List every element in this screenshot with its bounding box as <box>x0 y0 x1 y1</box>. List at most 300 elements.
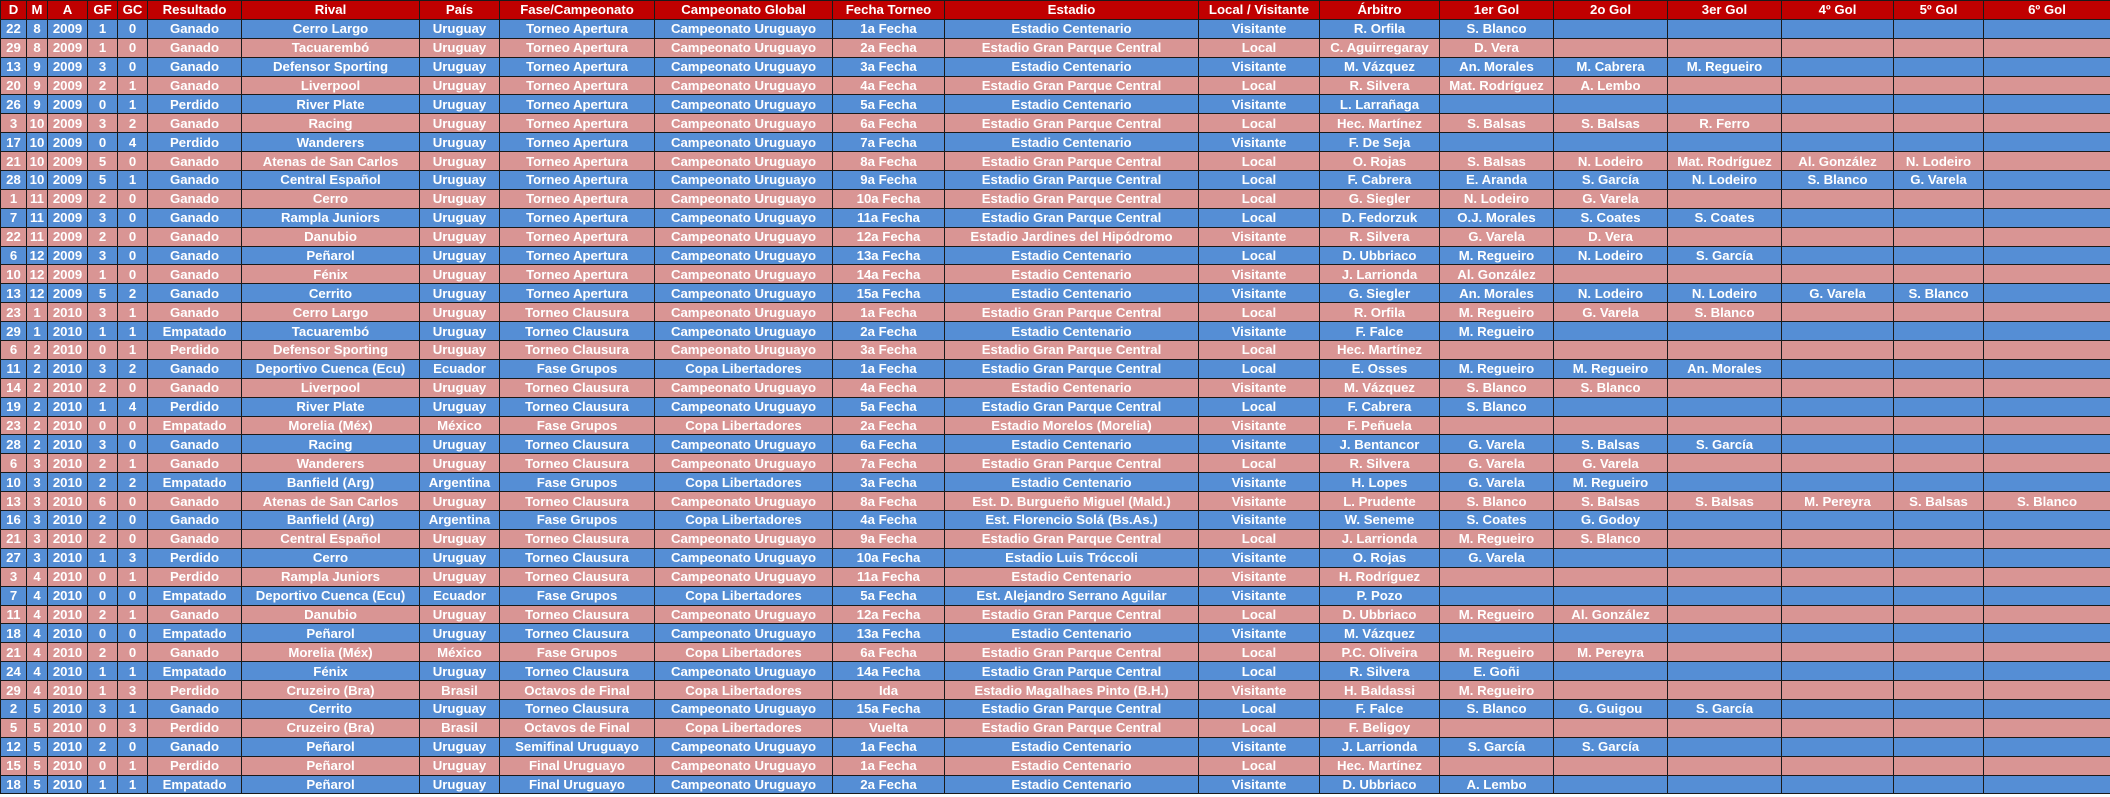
table-cell[interactable]: Torneo Clausura <box>500 567 655 586</box>
table-row[interactable] <box>1 76 2110 95</box>
table-cell[interactable]: Campeonato Uruguayo <box>655 189 833 208</box>
table-cell[interactable]: 7a Fecha <box>833 133 945 152</box>
table-cell[interactable]: E. Osses <box>1320 359 1440 378</box>
table-cell[interactable]: 2010 <box>48 529 88 548</box>
table-cell[interactable]: Campeonato Uruguayo <box>655 284 833 303</box>
table-cell[interactable]: 2a Fecha <box>833 416 945 435</box>
table-cell[interactable]: G. Varela <box>1554 454 1668 473</box>
table-cell[interactable] <box>1668 19 1782 38</box>
table-cell[interactable]: Uruguay <box>420 208 500 227</box>
table-cell[interactable] <box>1782 624 1894 643</box>
table-cell[interactable]: 15 <box>1 756 27 775</box>
table-cell[interactable] <box>1668 643 1782 662</box>
table-cell[interactable]: 2010 <box>48 492 88 511</box>
table-cell[interactable] <box>1894 454 1984 473</box>
table-cell[interactable]: G. Varela <box>1894 171 1984 190</box>
table-cell[interactable]: 3a Fecha <box>833 57 945 76</box>
table-cell[interactable]: Estadio Gran Parque Central <box>945 114 1199 133</box>
table-row[interactable] <box>1 95 2110 114</box>
table-cell[interactable]: M. Cabrera <box>1554 57 1668 76</box>
table-cell[interactable] <box>1668 189 1782 208</box>
table-cell[interactable]: F. Beligoy <box>1320 718 1440 737</box>
table-cell[interactable]: Estadio Gran Parque Central <box>945 303 1199 322</box>
table-cell[interactable]: S. Balsas <box>1554 435 1668 454</box>
table-cell[interactable] <box>1984 76 2110 95</box>
table-cell[interactable]: 13 <box>1 492 27 511</box>
table-cell[interactable] <box>1984 19 2110 38</box>
table-cell[interactable]: Visitante <box>1199 19 1320 38</box>
table-cell[interactable]: H. Baldassi <box>1320 681 1440 700</box>
table-cell[interactable]: Uruguay <box>420 95 500 114</box>
table-cell[interactable]: J. Bentancor <box>1320 435 1440 454</box>
table-cell[interactable]: 4 <box>27 605 48 624</box>
table-cell[interactable]: 2010 <box>48 378 88 397</box>
table-cell[interactable] <box>1440 756 1554 775</box>
table-cell[interactable]: 2 <box>27 378 48 397</box>
table-cell[interactable]: Local <box>1199 605 1320 624</box>
table-cell[interactable]: Banfield (Arg) <box>242 511 420 530</box>
table-cell[interactable] <box>1894 548 1984 567</box>
table-cell[interactable]: 2010 <box>48 322 88 341</box>
table-cell[interactable]: 2010 <box>48 548 88 567</box>
table-cell[interactable]: 2 <box>27 435 48 454</box>
table-cell[interactable]: O. Rojas <box>1320 152 1440 171</box>
table-cell[interactable]: 2 <box>88 605 118 624</box>
table-cell[interactable]: Campeonato Uruguayo <box>655 208 833 227</box>
table-cell[interactable]: Ganado <box>148 265 242 284</box>
table-cell[interactable] <box>1894 529 1984 548</box>
table-cell[interactable]: 11 <box>1 359 27 378</box>
table-cell[interactable]: 2 <box>118 473 148 492</box>
table-cell[interactable]: Final Uruguayo <box>500 775 655 794</box>
table-cell[interactable] <box>1668 322 1782 341</box>
table-cell[interactable]: Estadio Centenario <box>945 95 1199 114</box>
table-cell[interactable]: S. Balsas <box>1440 152 1554 171</box>
table-cell[interactable]: Perdido <box>148 567 242 586</box>
table-cell[interactable]: E. Goñi <box>1440 662 1554 681</box>
table-cell[interactable]: Estadio Gran Parque Central <box>945 189 1199 208</box>
table-cell[interactable]: Octavos de Final <box>500 718 655 737</box>
table-cell[interactable]: Estadio Gran Parque Central <box>945 699 1199 718</box>
table-cell[interactable]: Uruguay <box>420 133 500 152</box>
table-cell[interactable]: Final Uruguayo <box>500 756 655 775</box>
table-cell[interactable]: 13 <box>1 284 27 303</box>
table-cell[interactable]: M. Regueiro <box>1554 473 1668 492</box>
table-cell[interactable]: 1 <box>27 322 48 341</box>
table-cell[interactable]: Torneo Apertura <box>500 152 655 171</box>
table-row[interactable] <box>1 492 2110 511</box>
table-cell[interactable] <box>1894 322 1984 341</box>
table-cell[interactable]: Wanderers <box>242 133 420 152</box>
table-cell[interactable]: 5 <box>27 775 48 794</box>
table-cell[interactable]: S. Blanco <box>1440 699 1554 718</box>
table-cell[interactable]: 2 <box>1 699 27 718</box>
table-cell[interactable]: Estadio Magalhaes Pinto (B.H.) <box>945 681 1199 700</box>
table-cell[interactable]: 8 <box>27 19 48 38</box>
table-cell[interactable]: Estadio Centenario <box>945 19 1199 38</box>
table-cell[interactable]: Campeonato Uruguayo <box>655 624 833 643</box>
table-cell[interactable]: Ganado <box>148 38 242 57</box>
table-cell[interactable]: Fase Grupos <box>500 643 655 662</box>
table-cell[interactable] <box>1668 548 1782 567</box>
table-row[interactable] <box>1 208 2110 227</box>
table-cell[interactable] <box>1782 133 1894 152</box>
table-cell[interactable]: Perdido <box>148 718 242 737</box>
table-cell[interactable]: 4a Fecha <box>833 378 945 397</box>
table-cell[interactable]: 1 <box>118 322 148 341</box>
table-row[interactable] <box>1 284 2110 303</box>
table-cell[interactable]: S. Blanco <box>1440 378 1554 397</box>
table-cell[interactable]: Campeonato Uruguayo <box>655 38 833 57</box>
table-cell[interactable]: 1 <box>118 775 148 794</box>
table-cell[interactable]: Torneo Clausura <box>500 341 655 360</box>
table-cell[interactable]: Uruguay <box>420 341 500 360</box>
table-cell[interactable] <box>1668 624 1782 643</box>
table-cell[interactable]: Campeonato Uruguayo <box>655 454 833 473</box>
table-cell[interactable]: 2010 <box>48 643 88 662</box>
table-cell[interactable]: 3 <box>27 492 48 511</box>
table-cell[interactable]: 4 <box>118 397 148 416</box>
table-cell[interactable]: Campeonato Uruguayo <box>655 341 833 360</box>
table-cell[interactable]: Uruguay <box>420 38 500 57</box>
table-cell[interactable] <box>1894 95 1984 114</box>
table-cell[interactable]: 28 <box>1 171 27 190</box>
table-cell[interactable]: Mat. Rodríguez <box>1668 152 1782 171</box>
table-cell[interactable]: 3 <box>118 681 148 700</box>
table-cell[interactable]: 23 <box>1 416 27 435</box>
table-cell[interactable]: F. De Seja <box>1320 133 1440 152</box>
table-cell[interactable]: H. Rodríguez <box>1320 567 1440 586</box>
table-cell[interactable] <box>1894 38 1984 57</box>
table-cell[interactable]: Perdido <box>148 681 242 700</box>
table-cell[interactable]: Fase Grupos <box>500 473 655 492</box>
table-cell[interactable]: Visitante <box>1199 284 1320 303</box>
table-cell[interactable]: 29 <box>1 322 27 341</box>
table-cell[interactable]: 2009 <box>48 152 88 171</box>
table-cell[interactable]: 1 <box>118 341 148 360</box>
table-cell[interactable] <box>1782 473 1894 492</box>
table-cell[interactable]: F. Cabrera <box>1320 397 1440 416</box>
table-cell[interactable]: 2 <box>88 737 118 756</box>
table-cell[interactable]: Estadio Gran Parque Central <box>945 208 1199 227</box>
table-cell[interactable]: Estadio Gran Parque Central <box>945 662 1199 681</box>
table-cell[interactable]: Estadio Centenario <box>945 775 1199 794</box>
table-cell[interactable]: 8a Fecha <box>833 492 945 511</box>
table-cell[interactable] <box>1554 548 1668 567</box>
table-cell[interactable] <box>1894 662 1984 681</box>
table-cell[interactable]: 28 <box>1 435 27 454</box>
table-cell[interactable]: Racing <box>242 435 420 454</box>
table-cell[interactable]: Campeonato Uruguayo <box>655 699 833 718</box>
table-cell[interactable]: Estadio Centenario <box>945 378 1199 397</box>
table-cell[interactable]: 10 <box>1 473 27 492</box>
table-cell[interactable]: Visitante <box>1199 775 1320 794</box>
table-cell[interactable]: Campeonato Uruguayo <box>655 95 833 114</box>
table-cell[interactable]: 21 <box>1 643 27 662</box>
table-cell[interactable]: Uruguay <box>420 152 500 171</box>
table-cell[interactable] <box>1782 416 1894 435</box>
table-cell[interactable]: Central Español <box>242 171 420 190</box>
table-cell[interactable] <box>1984 624 2110 643</box>
table-cell[interactable] <box>1782 76 1894 95</box>
table-cell[interactable]: M. Regueiro <box>1440 643 1554 662</box>
table-cell[interactable]: Fase Grupos <box>500 359 655 378</box>
table-cell[interactable]: 2010 <box>48 454 88 473</box>
table-cell[interactable]: F. Peñuela <box>1320 416 1440 435</box>
table-cell[interactable] <box>1782 586 1894 605</box>
table-cell[interactable]: Torneo Clausura <box>500 435 655 454</box>
column-header[interactable]: A <box>48 1 88 20</box>
table-cell[interactable] <box>1894 699 1984 718</box>
table-cell[interactable] <box>1984 416 2110 435</box>
table-cell[interactable]: Local <box>1199 397 1320 416</box>
table-cell[interactable]: Campeonato Uruguayo <box>655 605 833 624</box>
table-cell[interactable]: 1 <box>118 95 148 114</box>
table-cell[interactable]: 2010 <box>48 681 88 700</box>
table-cell[interactable]: Mat. Rodríguez <box>1440 76 1554 95</box>
table-cell[interactable]: México <box>420 416 500 435</box>
table-cell[interactable]: 2 <box>27 341 48 360</box>
table-row[interactable] <box>1 265 2110 284</box>
table-cell[interactable]: 2010 <box>48 341 88 360</box>
table-cell[interactable]: R. Ferro <box>1668 114 1782 133</box>
table-cell[interactable]: Uruguay <box>420 567 500 586</box>
table-cell[interactable]: 2 <box>88 227 118 246</box>
table-cell[interactable] <box>1984 699 2110 718</box>
table-cell[interactable]: 10a Fecha <box>833 548 945 567</box>
table-cell[interactable]: Torneo Apertura <box>500 19 655 38</box>
table-cell[interactable]: R. Silvera <box>1320 662 1440 681</box>
table-cell[interactable]: Argentina <box>420 511 500 530</box>
table-cell[interactable]: Hec. Martínez <box>1320 114 1440 133</box>
table-cell[interactable]: Campeonato Uruguayo <box>655 303 833 322</box>
table-cell[interactable]: Torneo Clausura <box>500 322 655 341</box>
table-cell[interactable]: Visitante <box>1199 681 1320 700</box>
table-cell[interactable]: 5 <box>27 737 48 756</box>
table-cell[interactable] <box>1668 95 1782 114</box>
table-cell[interactable]: Al. González <box>1554 605 1668 624</box>
table-cell[interactable]: 2010 <box>48 473 88 492</box>
table-cell[interactable]: G. Varela <box>1554 189 1668 208</box>
table-cell[interactable]: 1 <box>118 699 148 718</box>
table-cell[interactable]: Local <box>1199 208 1320 227</box>
table-row[interactable] <box>1 246 2110 265</box>
table-cell[interactable] <box>1782 548 1894 567</box>
table-cell[interactable]: 1 <box>88 548 118 567</box>
table-cell[interactable]: L. Larrañaga <box>1320 95 1440 114</box>
table-cell[interactable]: M. Pereyra <box>1782 492 1894 511</box>
table-cell[interactable]: Torneo Apertura <box>500 57 655 76</box>
table-cell[interactable]: Est. Florencio Solá (Bs.As.) <box>945 511 1199 530</box>
table-cell[interactable]: Local <box>1199 359 1320 378</box>
table-cell[interactable]: Estadio Centenario <box>945 284 1199 303</box>
table-cell[interactable]: Local <box>1199 38 1320 57</box>
table-cell[interactable]: Copa Libertadores <box>655 586 833 605</box>
table-cell[interactable]: 23 <box>1 303 27 322</box>
table-cell[interactable] <box>1984 322 2110 341</box>
table-cell[interactable]: 9a Fecha <box>833 529 945 548</box>
table-cell[interactable]: J. Larrionda <box>1320 529 1440 548</box>
table-cell[interactable] <box>1984 473 2110 492</box>
table-cell[interactable]: 2009 <box>48 19 88 38</box>
table-cell[interactable] <box>1554 681 1668 700</box>
table-cell[interactable]: Estadio Gran Parque Central <box>945 76 1199 95</box>
table-cell[interactable] <box>1894 624 1984 643</box>
table-cell[interactable] <box>1668 227 1782 246</box>
table-cell[interactable]: Cerro <box>242 548 420 567</box>
table-cell[interactable]: S. García <box>1440 737 1554 756</box>
table-cell[interactable] <box>1554 586 1668 605</box>
table-cell[interactable]: R. Orfila <box>1320 19 1440 38</box>
table-row[interactable] <box>1 19 2110 38</box>
table-cell[interactable]: 0 <box>118 38 148 57</box>
table-cell[interactable]: J. Larrionda <box>1320 737 1440 756</box>
table-cell[interactable]: Uruguay <box>420 189 500 208</box>
table-cell[interactable]: R. Silvera <box>1320 454 1440 473</box>
table-cell[interactable]: Ganado <box>148 699 242 718</box>
table-cell[interactable]: Uruguay <box>420 57 500 76</box>
table-cell[interactable]: Estadio Centenario <box>945 473 1199 492</box>
table-cell[interactable] <box>1894 737 1984 756</box>
table-cell[interactable]: S. Balsas <box>1440 114 1554 133</box>
table-cell[interactable]: Estadio Gran Parque Central <box>945 341 1199 360</box>
table-row[interactable] <box>1 586 2110 605</box>
table-cell[interactable]: 9 <box>27 57 48 76</box>
table-row[interactable] <box>1 38 2110 57</box>
table-cell[interactable]: Visitante <box>1199 567 1320 586</box>
table-cell[interactable]: M. Regueiro <box>1668 57 1782 76</box>
table-row[interactable] <box>1 529 2110 548</box>
table-cell[interactable]: 10a Fecha <box>833 189 945 208</box>
table-cell[interactable]: 2 <box>118 114 148 133</box>
table-cell[interactable]: Danubio <box>242 227 420 246</box>
table-row[interactable] <box>1 718 2110 737</box>
table-cell[interactable]: 22 <box>1 19 27 38</box>
table-cell[interactable]: Ganado <box>148 378 242 397</box>
table-cell[interactable]: Hec. Martínez <box>1320 756 1440 775</box>
table-cell[interactable]: 2010 <box>48 624 88 643</box>
table-row[interactable] <box>1 303 2110 322</box>
table-cell[interactable]: 11 <box>1 605 27 624</box>
table-cell[interactable]: Uruguay <box>420 114 500 133</box>
table-cell[interactable] <box>1984 643 2110 662</box>
table-cell[interactable]: Ganado <box>148 19 242 38</box>
table-cell[interactable] <box>1894 189 1984 208</box>
table-cell[interactable]: 5 <box>27 718 48 737</box>
table-cell[interactable]: 2010 <box>48 435 88 454</box>
table-cell[interactable]: 3 <box>27 511 48 530</box>
table-cell[interactable] <box>1554 341 1668 360</box>
table-cell[interactable]: Estadio Luis Tróccoli <box>945 548 1199 567</box>
table-cell[interactable]: Estadio Jardines del Hipódromo <box>945 227 1199 246</box>
table-cell[interactable] <box>1984 359 2110 378</box>
table-cell[interactable]: Copa Libertadores <box>655 473 833 492</box>
table-row[interactable] <box>1 605 2110 624</box>
table-row[interactable] <box>1 511 2110 530</box>
table-cell[interactable]: 4 <box>27 662 48 681</box>
table-cell[interactable] <box>1440 95 1554 114</box>
table-cell[interactable]: Hec. Martínez <box>1320 341 1440 360</box>
table-cell[interactable] <box>1984 227 2110 246</box>
table-cell[interactable]: Torneo Clausura <box>500 378 655 397</box>
table-cell[interactable]: Campeonato Uruguayo <box>655 435 833 454</box>
table-cell[interactable]: 0 <box>118 152 148 171</box>
table-cell[interactable]: 2 <box>27 416 48 435</box>
table-cell[interactable]: 1 <box>118 303 148 322</box>
table-cell[interactable] <box>1554 567 1668 586</box>
table-cell[interactable]: Torneo Clausura <box>500 605 655 624</box>
table-cell[interactable]: Estadio Centenario <box>945 624 1199 643</box>
table-cell[interactable]: Visitante <box>1199 378 1320 397</box>
table-cell[interactable]: Uruguay <box>420 756 500 775</box>
table-cell[interactable]: 2 <box>88 473 118 492</box>
table-cell[interactable] <box>1984 133 2110 152</box>
table-cell[interactable]: Local <box>1199 341 1320 360</box>
table-cell[interactable] <box>1668 454 1782 473</box>
table-cell[interactable]: 6 <box>1 341 27 360</box>
table-cell[interactable] <box>1782 303 1894 322</box>
table-cell[interactable] <box>1984 511 2110 530</box>
table-cell[interactable]: Campeonato Uruguayo <box>655 114 833 133</box>
table-row[interactable] <box>1 189 2110 208</box>
table-cell[interactable]: Rampla Juniors <box>242 567 420 586</box>
column-header[interactable]: GF <box>88 1 118 20</box>
table-cell[interactable]: Visitante <box>1199 548 1320 567</box>
table-cell[interactable]: 12 <box>27 246 48 265</box>
table-cell[interactable]: Est. D. Burgueño Miguel (Mald.) <box>945 492 1199 511</box>
table-cell[interactable]: Al. González <box>1440 265 1554 284</box>
table-cell[interactable]: S. Blanco <box>1440 19 1554 38</box>
table-cell[interactable]: Visitante <box>1199 737 1320 756</box>
table-cell[interactable] <box>1984 38 2110 57</box>
table-cell[interactable] <box>1554 775 1668 794</box>
table-cell[interactable]: Estadio Gran Parque Central <box>945 643 1199 662</box>
column-header[interactable]: Árbitro <box>1320 1 1440 20</box>
table-cell[interactable] <box>1984 397 2110 416</box>
table-cell[interactable] <box>1554 322 1668 341</box>
table-cell[interactable]: 11 <box>27 189 48 208</box>
table-cell[interactable] <box>1554 265 1668 284</box>
table-cell[interactable]: Ganado <box>148 529 242 548</box>
table-cell[interactable]: 2009 <box>48 57 88 76</box>
table-cell[interactable]: 1a Fecha <box>833 359 945 378</box>
table-cell[interactable]: Perdido <box>148 397 242 416</box>
table-cell[interactable]: S. García <box>1554 737 1668 756</box>
table-cell[interactable] <box>1668 756 1782 775</box>
table-cell[interactable]: Estadio Gran Parque Central <box>945 605 1199 624</box>
table-cell[interactable]: Deportivo Cuenca (Ecu) <box>242 586 420 605</box>
column-header[interactable]: 5º Gol <box>1894 1 1984 20</box>
table-cell[interactable]: E. Aranda <box>1440 171 1554 190</box>
table-cell[interactable]: 3 <box>88 114 118 133</box>
table-cell[interactable]: 0 <box>88 416 118 435</box>
table-cell[interactable]: Uruguay <box>420 548 500 567</box>
table-cell[interactable]: 5 <box>88 152 118 171</box>
table-cell[interactable] <box>1782 95 1894 114</box>
table-cell[interactable]: 1 <box>88 38 118 57</box>
table-cell[interactable] <box>1782 605 1894 624</box>
table-cell[interactable]: Ganado <box>148 114 242 133</box>
table-row[interactable] <box>1 171 2110 190</box>
table-cell[interactable] <box>1894 511 1984 530</box>
table-cell[interactable] <box>1782 511 1894 530</box>
table-cell[interactable] <box>1984 341 2110 360</box>
table-cell[interactable]: 2 <box>118 284 148 303</box>
table-cell[interactable]: 0 <box>118 586 148 605</box>
table-cell[interactable]: 19 <box>1 397 27 416</box>
table-cell[interactable]: Campeonato Uruguayo <box>655 152 833 171</box>
table-cell[interactable]: Local <box>1199 718 1320 737</box>
